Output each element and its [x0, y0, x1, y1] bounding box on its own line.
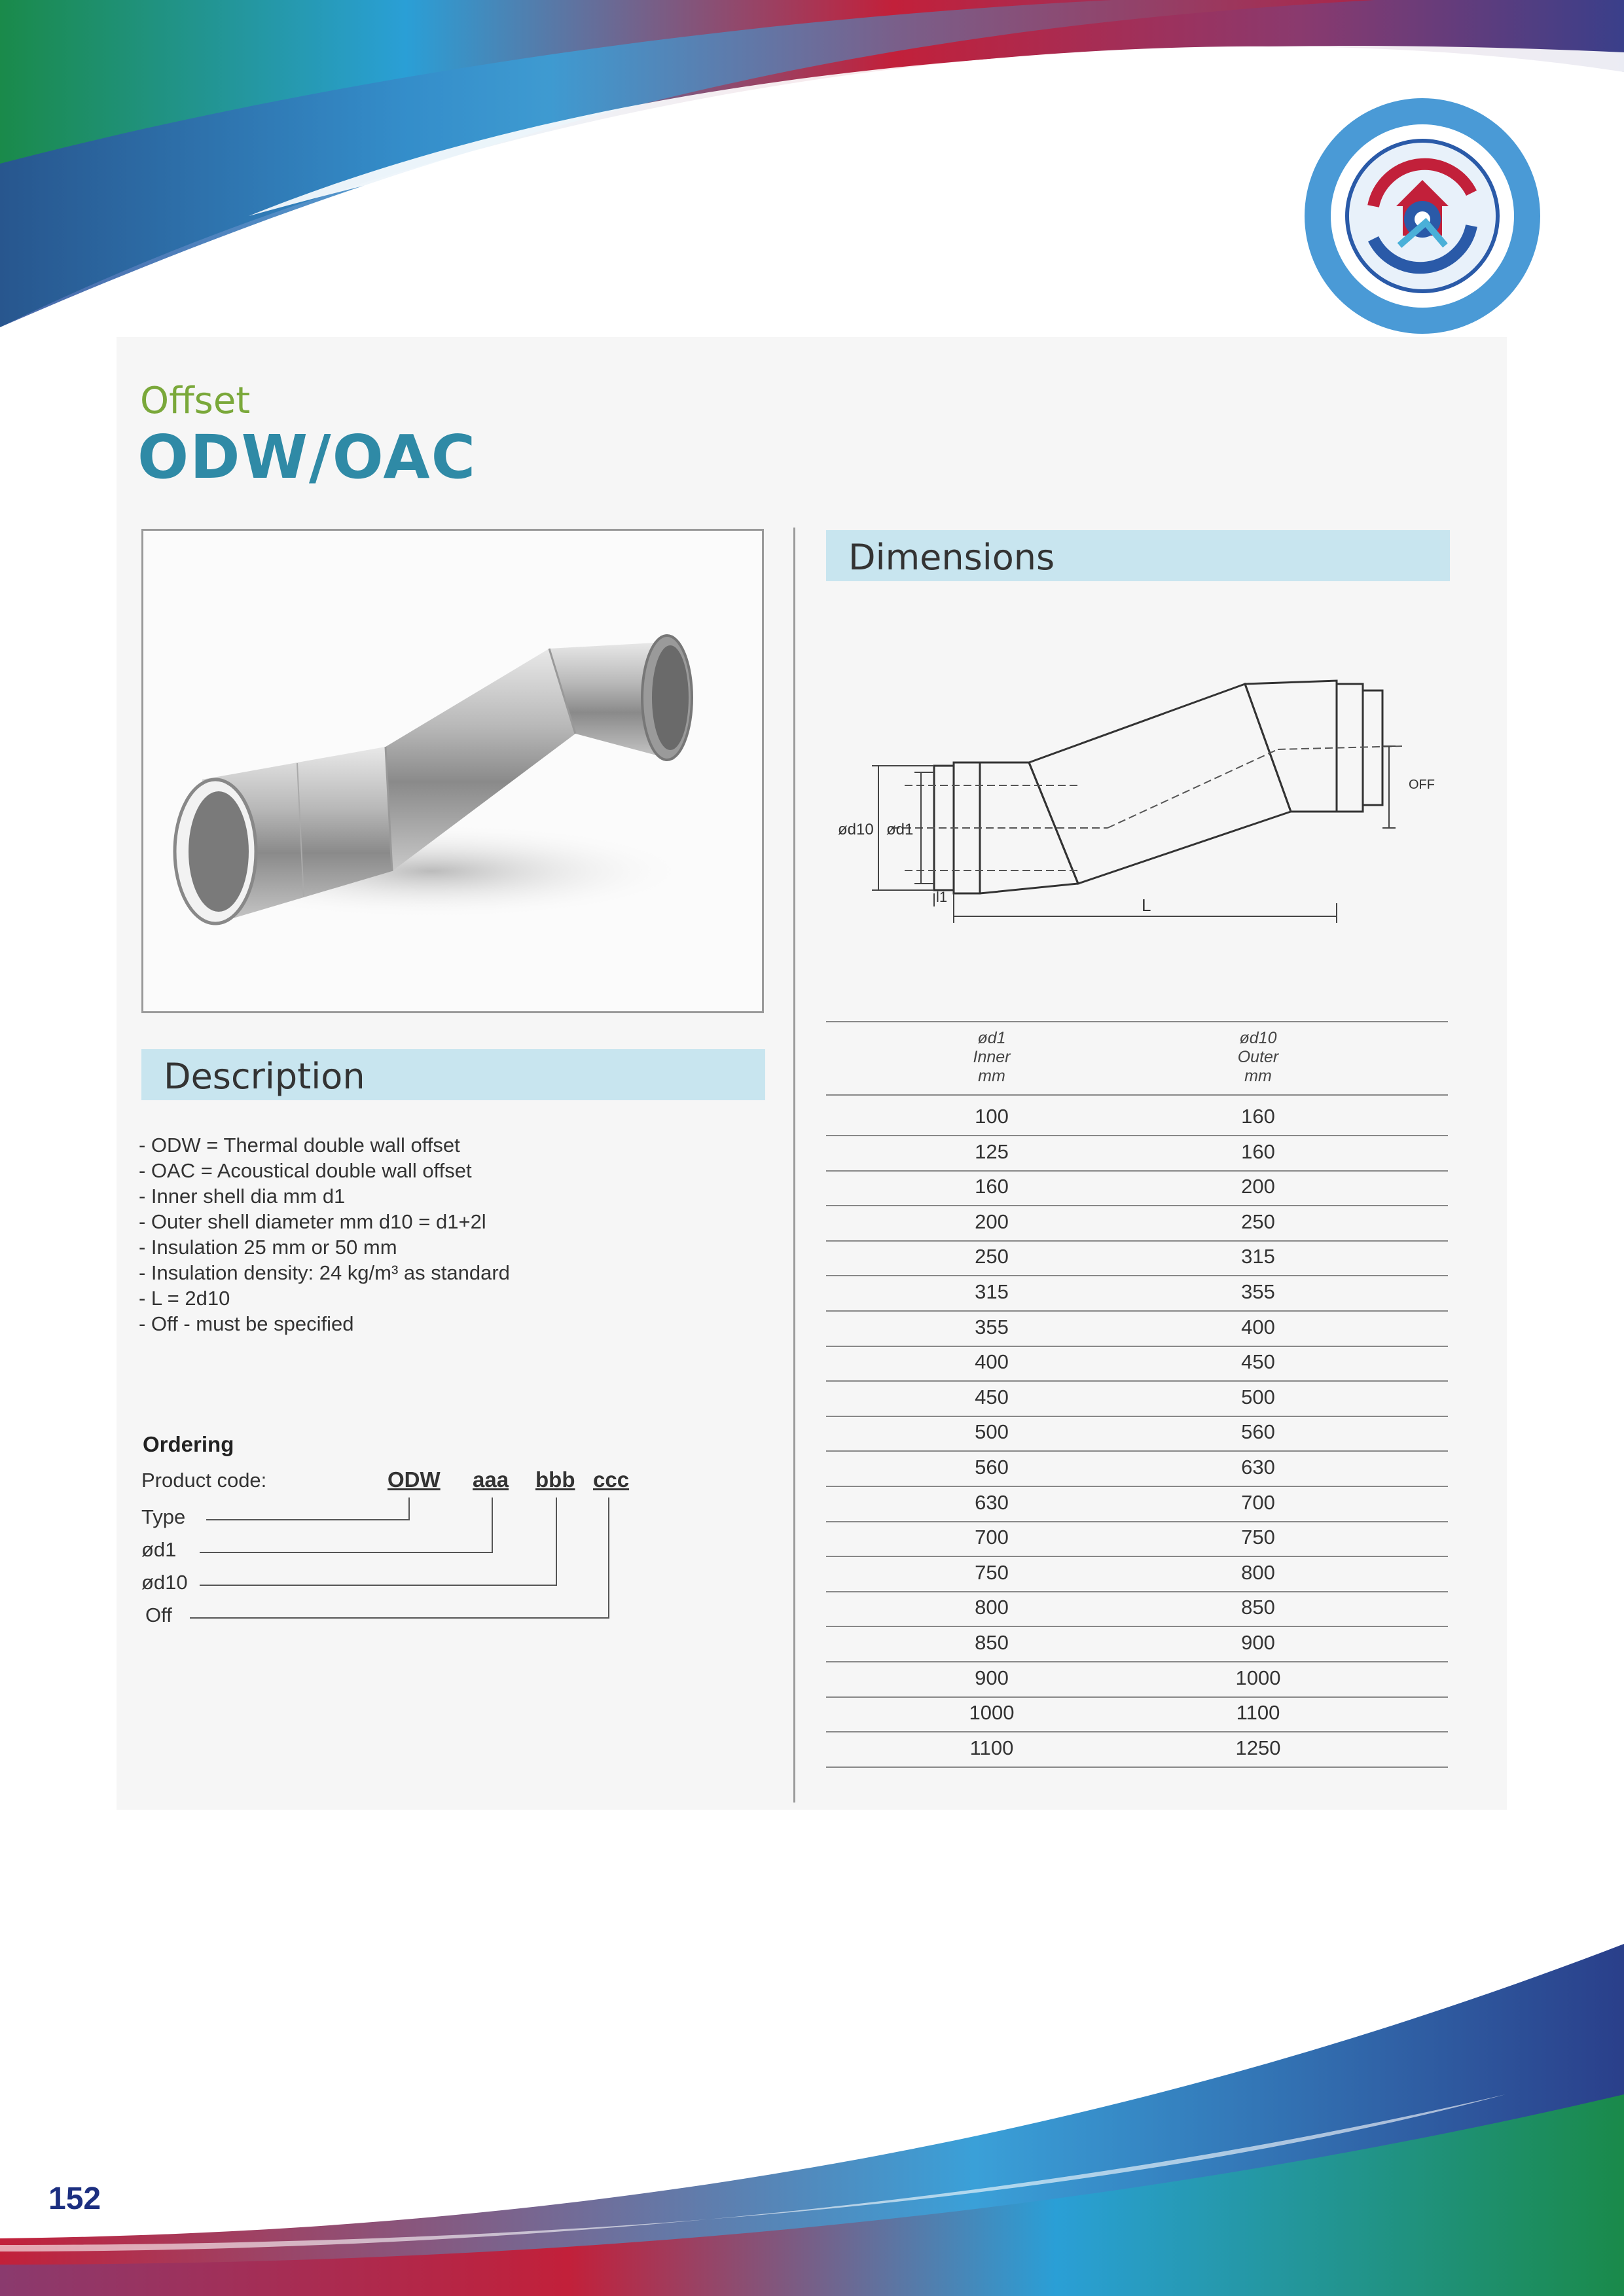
product-photo-frame	[141, 529, 764, 1013]
table-cell-outer: 700	[1241, 1490, 1275, 1514]
page-title: ODW/OAC	[137, 422, 477, 492]
table-cell-outer: 250	[1241, 1210, 1275, 1233]
table-row-rule	[826, 1486, 1448, 1487]
col-outer-symbol: ød10	[1239, 1029, 1277, 1047]
product-code-label: Product code:	[141, 1469, 267, 1492]
col-outer-unit: mm	[1244, 1067, 1272, 1085]
description-item: - Off - must be specified	[139, 1312, 354, 1335]
table-cell-inner: 200	[975, 1210, 1009, 1233]
table-cell-outer: 500	[1241, 1385, 1275, 1408]
column-divider	[793, 528, 795, 1803]
table-row-rule	[826, 1767, 1448, 1768]
table-row-rule	[826, 1591, 1448, 1592]
dim-label-d1: ød1	[886, 821, 914, 838]
dimensions-heading: Dimensions	[848, 537, 1055, 578]
ordering-field-off: Off	[145, 1604, 172, 1626]
table-header-outer	[1160, 1029, 1356, 1086]
table-cell-inner: 160	[975, 1175, 1009, 1198]
table-cell-inner: 1000	[969, 1701, 1015, 1725]
table-cell-inner: 100	[975, 1105, 1009, 1128]
table-cell-outer: 200	[1241, 1175, 1275, 1198]
table-top-rule	[826, 1021, 1448, 1022]
table-row-rule	[826, 1416, 1448, 1417]
table-cell-inner: 450	[975, 1385, 1009, 1408]
description-item: - Outer shell diameter mm d10 = d1+2l	[139, 1210, 486, 1233]
table-cell-inner: 500	[975, 1420, 1009, 1444]
dimensions-heading-bar	[826, 530, 1450, 581]
dim-label-l-small: l1	[936, 889, 948, 905]
table-cell-inner: 125	[975, 1139, 1009, 1163]
table-row-rule	[826, 1521, 1448, 1522]
ordering-field-d10: ød10	[141, 1571, 188, 1594]
table-cell-outer: 160	[1241, 1105, 1275, 1128]
col-outer-name: Outer	[1237, 1048, 1279, 1066]
table-cell-inner: 355	[975, 1315, 1009, 1338]
dim-label-d10: ød10	[838, 821, 874, 838]
table-row-rule	[826, 1731, 1448, 1732]
page-number: 152	[48, 2181, 101, 2216]
table-cell-outer: 355	[1241, 1280, 1275, 1303]
footer-swoosh-decoration	[0, 1924, 1624, 2296]
table-cell-outer: 400	[1241, 1315, 1275, 1338]
table-cell-inner: 560	[975, 1456, 1009, 1479]
table-cell-outer: 800	[1241, 1560, 1275, 1584]
table-cell-outer: 900	[1241, 1631, 1275, 1654]
description-item: - Insulation density: 24 kg/m³ as standard	[139, 1261, 510, 1284]
offset-dimension-drawing	[826, 655, 1454, 942]
table-cell-outer: 850	[1241, 1596, 1275, 1619]
description-heading-bar	[141, 1049, 765, 1100]
description-list	[139, 1132, 510, 1336]
company-logo	[1295, 95, 1550, 337]
ordering-heading: Ordering	[143, 1432, 234, 1456]
dim-label-offset: OFF	[1409, 778, 1435, 792]
description-heading: Description	[164, 1056, 365, 1097]
table-cell-inner: 1100	[969, 1736, 1014, 1759]
table-cell-inner: 750	[975, 1560, 1009, 1584]
table-cell-outer: 1250	[1235, 1736, 1281, 1759]
table-cell-inner: 250	[975, 1245, 1009, 1268]
table-cell-outer: 1000	[1235, 1666, 1281, 1689]
table-cell-inner: 400	[975, 1350, 1009, 1374]
table-cell-inner: 900	[975, 1666, 1009, 1689]
table-row-rule	[826, 1450, 1448, 1452]
code-segment-d1: aaa	[473, 1467, 509, 1492]
table-header-inner	[893, 1029, 1090, 1086]
code-segment-type: ODW	[388, 1467, 441, 1492]
table-row-rule	[826, 1135, 1448, 1136]
table-cell-outer: 560	[1241, 1420, 1275, 1444]
ordering-leader-lines	[183, 1492, 628, 1623]
table-cell-inner: 630	[975, 1490, 1009, 1514]
table-row-rule	[826, 1696, 1448, 1698]
table-row-rule	[826, 1661, 1448, 1662]
table-row-rule	[826, 1556, 1448, 1557]
table-cell-outer: 315	[1241, 1245, 1275, 1268]
ordering-field-d1: ød1	[141, 1538, 177, 1561]
table-cell-inner: 850	[975, 1631, 1009, 1654]
col-inner-unit: mm	[978, 1067, 1005, 1085]
col-inner-name: Inner	[973, 1048, 1011, 1066]
table-row-rule	[826, 1205, 1448, 1206]
table-row-rule	[826, 1275, 1448, 1276]
table-row-rule	[826, 1626, 1448, 1627]
description-item: - Insulation 25 mm or 50 mm	[139, 1236, 397, 1259]
table-row-rule	[826, 1346, 1448, 1347]
description-item: - ODW = Thermal double wall offset	[139, 1134, 460, 1157]
table-cell-inner: 700	[975, 1526, 1009, 1549]
page-subtitle: Offset	[140, 380, 251, 422]
offset-duct-photo	[143, 531, 762, 1011]
table-cell-outer: 1100	[1236, 1701, 1280, 1725]
dim-label-length: L	[1142, 895, 1151, 915]
table-row-rule	[826, 1240, 1448, 1242]
table-row-rule	[826, 1170, 1448, 1172]
table-header-rule	[826, 1094, 1448, 1096]
table-cell-outer: 160	[1241, 1139, 1275, 1163]
table-row-rule	[826, 1310, 1448, 1312]
table-cell-outer: 750	[1241, 1526, 1275, 1549]
table-row-rule	[826, 1380, 1448, 1382]
description-item: - L = 2d10	[139, 1287, 230, 1310]
description-item: - Inner shell dia mm d1	[139, 1185, 346, 1208]
code-segment-d10: bbb	[535, 1467, 575, 1492]
col-inner-symbol: ød1	[977, 1029, 1006, 1047]
table-cell-outer: 450	[1241, 1350, 1275, 1374]
table-cell-outer: 630	[1241, 1456, 1275, 1479]
code-segment-off: ccc	[593, 1467, 630, 1492]
table-cell-inner: 800	[975, 1596, 1009, 1619]
table-cell-inner: 315	[975, 1280, 1009, 1303]
ordering-field-type: Type	[141, 1505, 186, 1528]
description-item: - OAC = Acoustical double wall offset	[139, 1159, 472, 1182]
